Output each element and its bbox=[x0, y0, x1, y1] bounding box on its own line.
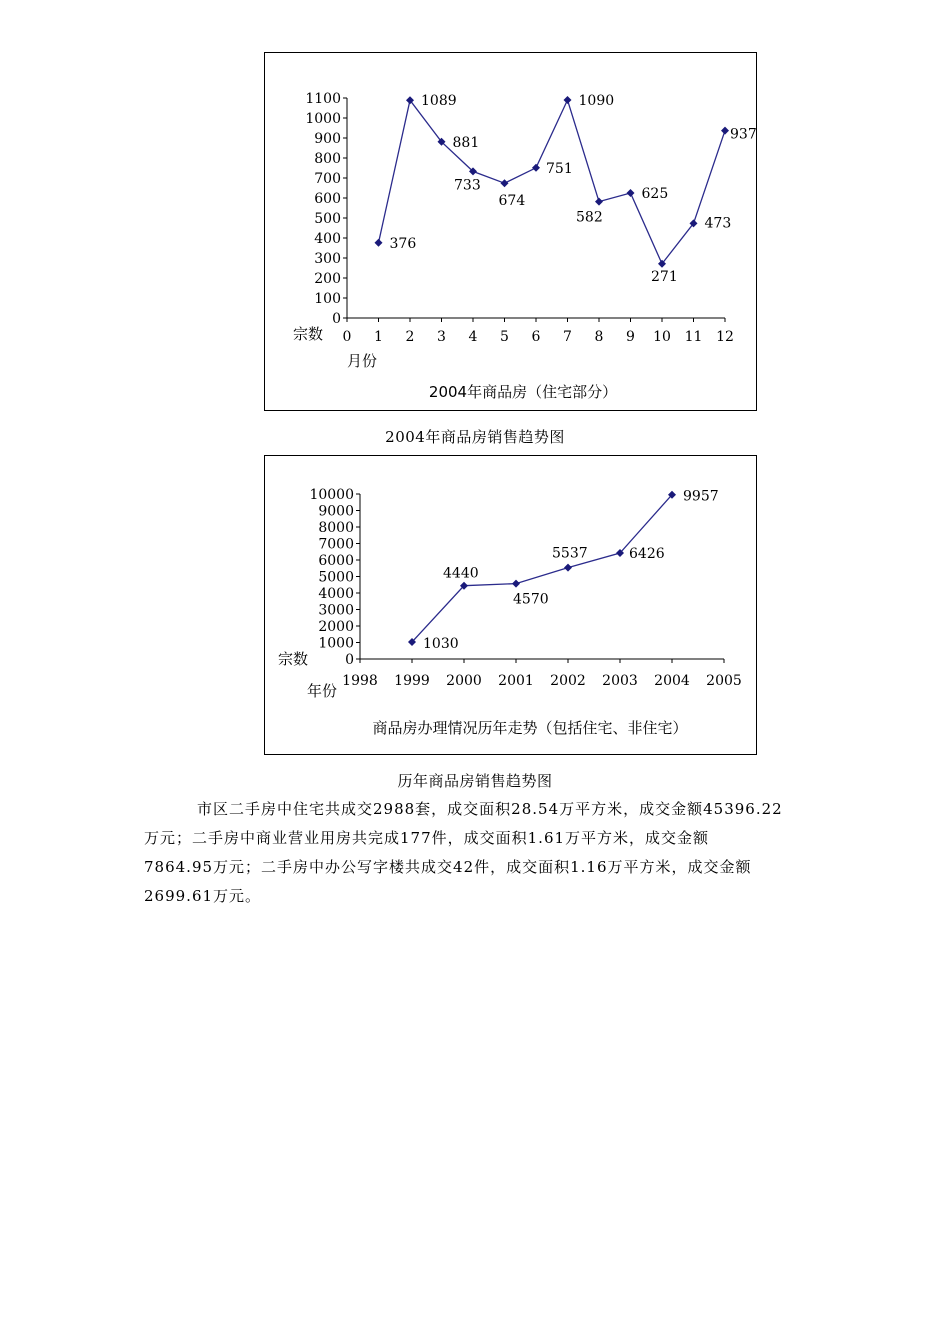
c2-y-tick-label: 0 bbox=[345, 652, 354, 668]
c2-data-label: 6426 bbox=[629, 545, 665, 562]
c1-x-tick-label: 10 bbox=[653, 329, 671, 345]
c1-y-tick-label: 300 bbox=[314, 251, 341, 267]
c1-x-tick-label: 12 bbox=[716, 329, 734, 345]
c1-data-label: 271 bbox=[651, 268, 678, 285]
c2-y-tick-label: 5000 bbox=[318, 569, 354, 586]
c2-data-label: 1030 bbox=[423, 636, 459, 653]
c2-x-tick-label: 2000 bbox=[446, 673, 482, 689]
c2-title: 商品房办理情况历年走势（包括住宅、非住宅） bbox=[372, 719, 688, 737]
c1-x-tick-label: 3 bbox=[437, 329, 446, 345]
c2-y-tick-label: 9000 bbox=[318, 503, 354, 520]
c1-data-point bbox=[532, 164, 540, 172]
c1-x-tick-label: 11 bbox=[684, 329, 703, 345]
c1-y-tick-label: 700 bbox=[314, 171, 341, 187]
c2-y-tick-label: 3000 bbox=[318, 602, 354, 619]
c1-y-tick-label: 1000 bbox=[305, 111, 341, 127]
c2-data-label: 4440 bbox=[443, 565, 479, 582]
c1-data-label: 1089 bbox=[421, 93, 457, 110]
c2-x-tick-label: 1998 bbox=[342, 673, 378, 689]
c1-y-tick-label: 100 bbox=[314, 291, 341, 307]
c1-y-tick-label: 900 bbox=[314, 131, 341, 147]
c1-data-point bbox=[375, 239, 383, 247]
c2-x-tick-label: 2001 bbox=[498, 673, 534, 689]
c1-x-tick-label: 2 bbox=[405, 329, 415, 345]
c1-y-tick-label: 1100 bbox=[305, 91, 341, 107]
paragraph-line-2: 万元；二手房中商业营业用房共完成177件，成交面积1.61万平方米，成交金额 bbox=[144, 829, 710, 847]
c1-x-tick-label: 4 bbox=[468, 329, 478, 345]
c1-data-label: 881 bbox=[452, 134, 480, 151]
c2-y-tick-label: 1000 bbox=[318, 635, 354, 652]
c1-series-line bbox=[379, 100, 726, 264]
c2-data-point bbox=[564, 564, 572, 572]
paragraph-line-1: 市区二手房中住宅共成交2988套，成交面积28.54万平方米，成交金额45396.22 bbox=[197, 800, 783, 818]
c1-y-tick-label: 200 bbox=[314, 271, 341, 287]
c1-x-tick-label: 8 bbox=[594, 329, 604, 345]
c2-x-tick-label: 2003 bbox=[602, 673, 638, 689]
c2-data-label: 5537 bbox=[552, 545, 588, 562]
c2-x-tick-label: 1999 bbox=[394, 673, 430, 689]
c1-x-tick-label: 5 bbox=[500, 329, 509, 345]
c2-y-tick-label: 6000 bbox=[318, 553, 354, 569]
c1-y-axis-label: 宗数 bbox=[293, 325, 324, 343]
summary-paragraph bbox=[144, 795, 874, 911]
paragraph-line-3: 7864.95万元；二手房中办公写字楼共成交42件，成交面积1.16万平方米，成交金额 bbox=[144, 858, 752, 876]
c1-data-point bbox=[627, 189, 635, 197]
c1-x-axis-label: 月份 bbox=[347, 352, 378, 370]
c1-data-label: 937 bbox=[730, 126, 757, 143]
c1-x-tick-label: 9 bbox=[626, 329, 635, 345]
monthly-sales-chart-svg bbox=[265, 53, 758, 412]
chart2-caption: 历年商品房销售趋势图 bbox=[397, 772, 553, 790]
c2-y-tick-label: 2000 bbox=[318, 619, 354, 635]
yearly-sales-chart-svg bbox=[265, 456, 758, 756]
c1-y-tick-label: 800 bbox=[314, 151, 341, 167]
c1-x-tick-label: 7 bbox=[563, 329, 572, 345]
c1-data-label: 582 bbox=[576, 209, 603, 226]
c2-x-tick-label: 2002 bbox=[550, 673, 586, 689]
c1-y-tick-label: 400 bbox=[314, 231, 341, 247]
paragraph-line-4: 2699.61万元。 bbox=[144, 887, 262, 905]
monthly-sales-chart bbox=[264, 52, 757, 411]
c1-y-tick-label: 0 bbox=[332, 311, 341, 327]
chart1-caption: 2004年商品房销售趋势图 bbox=[385, 428, 565, 446]
c1-data-label: 674 bbox=[498, 193, 526, 210]
c2-y-tick-label: 4000 bbox=[318, 586, 354, 602]
c1-x-tick-label: 6 bbox=[531, 329, 541, 345]
c1-data-point bbox=[721, 127, 729, 135]
c2-y-tick-label: 7000 bbox=[318, 536, 354, 553]
c1-data-label: 625 bbox=[641, 186, 669, 202]
c2-y-axis-label: 宗数 bbox=[278, 650, 309, 668]
c1-data-point bbox=[564, 96, 572, 104]
c2-y-tick-label: 8000 bbox=[318, 520, 354, 536]
c2-data-label: 9957 bbox=[683, 488, 719, 505]
c2-x-axis-label: 年份 bbox=[307, 682, 338, 700]
c1-data-label: 751 bbox=[546, 160, 573, 177]
c1-data-label: 733 bbox=[454, 177, 481, 194]
c1-data-point bbox=[595, 198, 603, 206]
yearly-sales-chart bbox=[264, 455, 757, 755]
c1-title: 2004年商品房（住宅部分） bbox=[428, 383, 618, 401]
c2-data-label: 4570 bbox=[513, 591, 549, 608]
c1-x-tick-label: 1 bbox=[374, 329, 383, 345]
c2-x-tick-label: 2005 bbox=[706, 673, 742, 689]
c1-data-point bbox=[501, 179, 509, 187]
c2-data-point bbox=[512, 580, 520, 588]
c1-y-tick-label: 500 bbox=[314, 211, 341, 227]
c1-y-tick-label: 600 bbox=[314, 191, 341, 207]
c1-data-label: 376 bbox=[389, 235, 417, 252]
c2-y-tick-label: 10000 bbox=[309, 487, 354, 503]
c1-data-label: 1090 bbox=[578, 93, 615, 109]
c2-x-tick-label: 2004 bbox=[654, 673, 690, 689]
c1-x-tick-label: 0 bbox=[342, 329, 352, 345]
c1-data-label: 473 bbox=[704, 215, 732, 232]
